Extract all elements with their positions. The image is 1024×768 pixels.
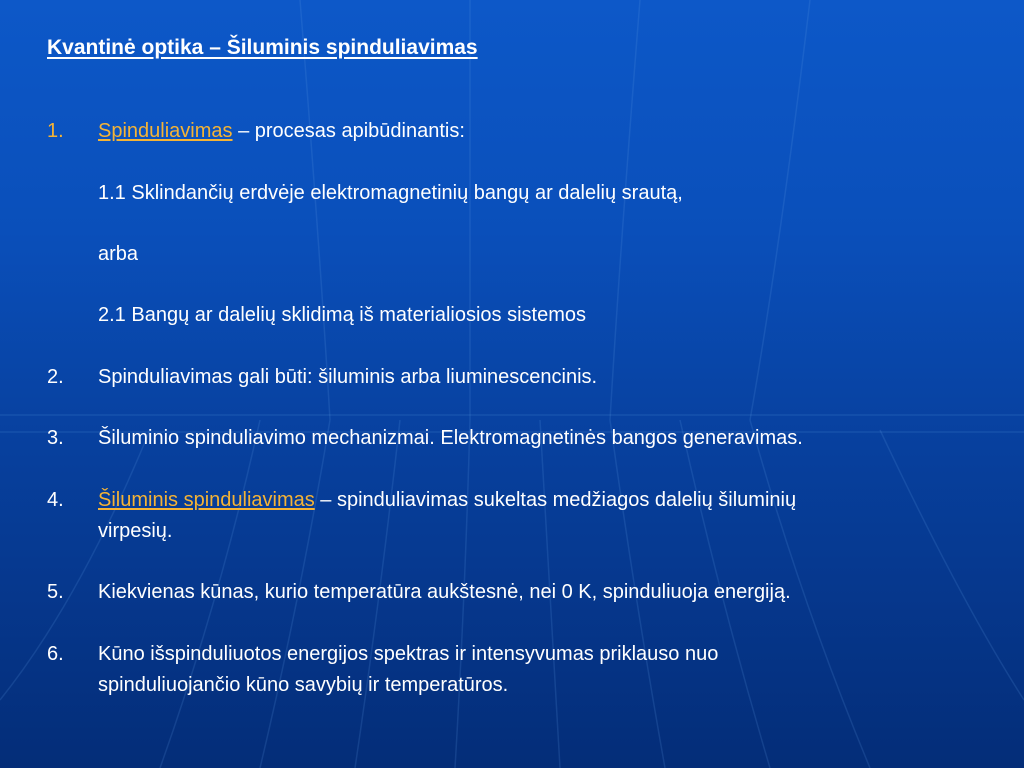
item-text: Kiekvienas kūnas, kurio temperatūra aukštesnė, nei 0 K, spinduliuoja energiją. xyxy=(98,581,791,603)
item-text-continuation: spinduliuojančio kūno savybių ir temperatūros. xyxy=(98,674,509,696)
slide-title: Kvantinė optika – Šiluminis spinduliavimas xyxy=(47,36,478,59)
item-number: 3. xyxy=(47,427,64,449)
spinduliavimas-link[interactable]: Spinduliavimas xyxy=(98,120,233,142)
sub-item-text: 1.1 Sklindančių erdvėje elektromagnetinių bangų ar dalelių srautą, xyxy=(98,182,683,204)
item-text-rest: – spinduliavimas sukeltas medžiagos dalelių šiluminių xyxy=(314,489,797,511)
item-text xyxy=(98,116,465,147)
item-text-continuation: virpesių. xyxy=(98,520,173,542)
item-text-rest: – procesas apibūdinantis: xyxy=(232,120,465,142)
item-number: 6. xyxy=(47,643,64,665)
item-number: 1. xyxy=(47,120,64,142)
item-number: 2. xyxy=(47,366,64,388)
item-text: Šiluminio spinduliavimo mechanizmai. Elektromagnetinės bangos generavimas. xyxy=(98,427,803,449)
sub-item-text: 2.1 Bangų ar dalelių sklidimą iš materialiosios sistemos xyxy=(98,304,586,326)
item-number: 4. xyxy=(47,489,64,511)
connector-word: arba xyxy=(98,243,139,265)
item-text: Spinduliavimas gali būti: šiluminis arba liuminescencinis. xyxy=(98,366,598,388)
item-text xyxy=(98,485,796,516)
item-text: Kūno išspinduliuotos energijos spektras ir intensyvumas priklauso nuo xyxy=(98,643,719,665)
siluminis-spinduliavimas-link[interactable]: Šiluminis spinduliavimas xyxy=(98,489,315,511)
item-number: 5. xyxy=(47,581,64,603)
